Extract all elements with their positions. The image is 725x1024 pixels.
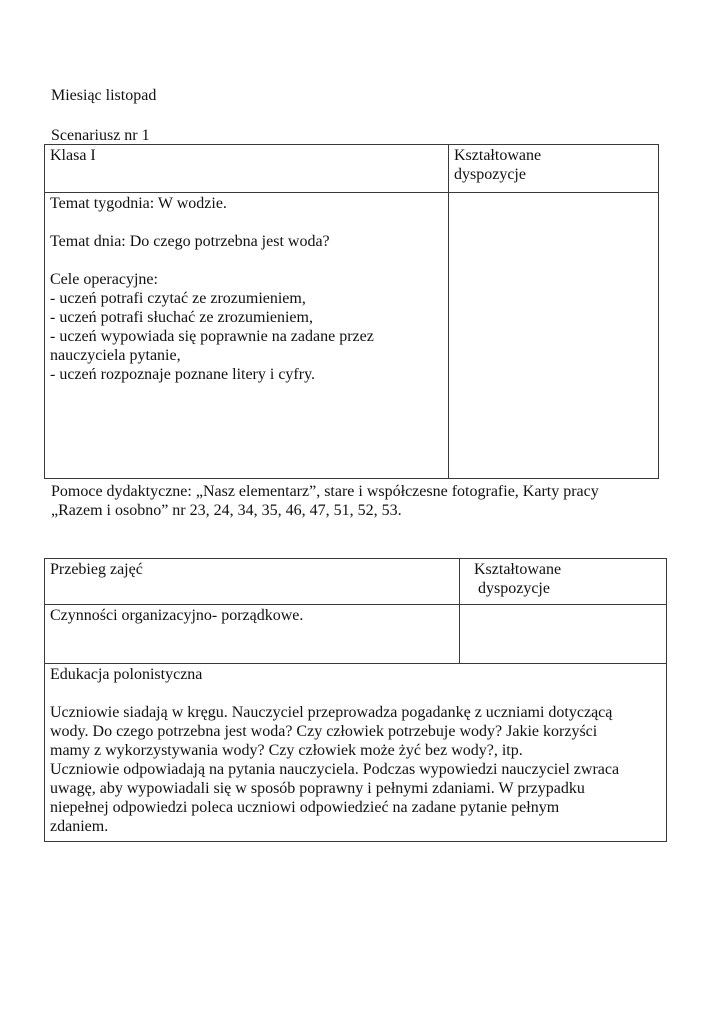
body-line: zdaniem. [50, 818, 109, 835]
org-activities-cell [45, 605, 460, 664]
goal-item: - uczeń potrafi czytać ze zrozumieniem, [50, 290, 306, 307]
class-label: Klasa I [50, 147, 96, 164]
goal-item: - uczeń potrafi słuchać ze zrozumieniem, [50, 309, 313, 326]
dispositions-empty-cell [460, 605, 667, 664]
body-line: mamy z wykorzystywania wody? Czy człowiek może żyć bez wody?, itp. [50, 742, 523, 759]
didactic-aids [51, 482, 599, 520]
dispositions-header-cell [449, 145, 659, 193]
course-header-label: Przebieg zajęć [50, 561, 143, 578]
dispositions-header-line: Kształtowane [454, 147, 542, 164]
goal-item: - uczeń wypowiada się poprawnie na zadane przez [50, 328, 374, 345]
section-title: Edukacja polonistyczna [50, 666, 203, 683]
lesson-course-header-row [45, 559, 667, 605]
topics-cell [45, 193, 449, 479]
dispositions-empty-cell [449, 193, 659, 479]
dispositions-header-cell [460, 559, 667, 605]
lesson-info-header-row [45, 145, 659, 193]
org-activities-text: Czynności organizacyjno- porządkowe. [50, 607, 304, 624]
body-line: Uczniowie odpowiadają na pytania nauczyciela. Podczas wypowiedzi nauczyciel zwraca [50, 761, 620, 778]
course-header-cell [45, 559, 460, 605]
topic-week: Temat tygodnia: W wodzie. [50, 195, 227, 212]
lesson-info-body-row [45, 193, 659, 479]
didactic-aids-line: Pomoce dydaktyczne: „Nasz elementarz”, stare i współczesne fotografie, Karty pracy [51, 483, 599, 500]
org-activities-row [45, 605, 667, 664]
body-line: niepełnej odpowiedzi poleca uczniowi odpowiedzieć na zadane pytanie pełnym [50, 799, 560, 816]
body-line: uwagę, aby wypowiadali się w sposób poprawny i pełnymi zdaniami. W przypadku [50, 780, 585, 797]
dispositions-header-line: dyspozycje [454, 166, 526, 183]
lesson-info-table [44, 144, 659, 479]
didactic-aids-line: „Razem i osobno” nr 23, 24, 34, 35, 46, 47, 51, 52, 53. [51, 502, 402, 519]
class-cell [45, 145, 449, 193]
polish-education-row [45, 664, 667, 842]
lesson-course-table [44, 558, 667, 842]
body-line: Uczniowie siadają w kręgu. Nauczyciel przeprowadza pogadankę z uczniami dotyczącą [50, 704, 613, 721]
body-line: wody. Do czego potrzebna jest woda? Czy człowiek potrzebuje wody? Jakie korzyści [50, 723, 598, 740]
goals-title: Cele operacyjne: [50, 271, 158, 288]
scenario-heading: Scenariusz nr 1 [51, 127, 150, 144]
polish-education-cell [45, 664, 667, 842]
month-heading: Miesiąc listopad [51, 87, 157, 104]
goal-item: - uczeń rozpoznaje poznane litery i cyfry. [50, 366, 316, 383]
goal-item: nauczyciela pytanie, [50, 347, 181, 364]
dispositions-header-line: dyspozycje [478, 580, 550, 597]
topic-day: Temat dnia: Do czego potrzebna jest woda? [50, 233, 330, 250]
dispositions-header-line: Kształtowane [474, 561, 562, 578]
